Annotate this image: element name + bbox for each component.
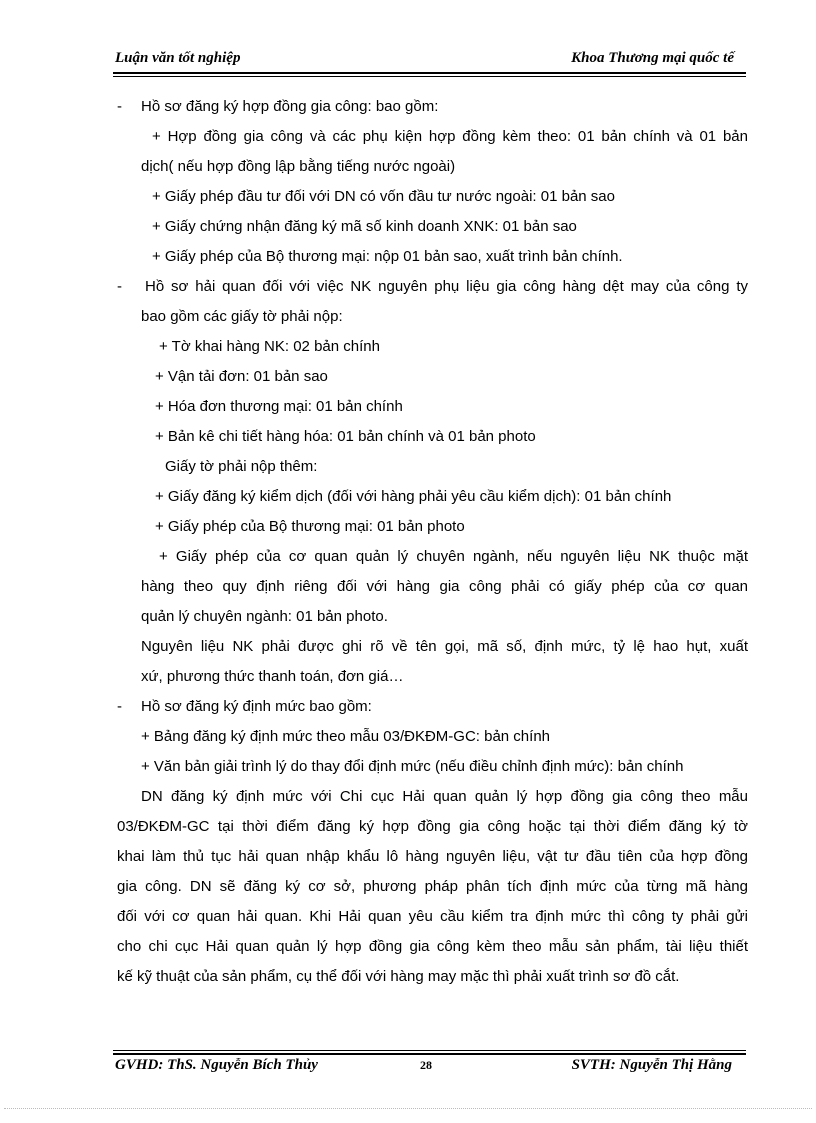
footer-rule — [113, 1053, 746, 1055]
bullet-dash: - — [117, 98, 122, 115]
text-line: đối với cơ quan hải quan. Khi Hải quan yêu cầu kiểm tra định mức thì công ty phải gửi — [117, 908, 748, 925]
text-line: Hồ sơ đăng ký hợp đồng gia công: bao gồm: — [141, 98, 439, 115]
text-line: DN đăng ký định mức với Chi cục Hải quan quản lý hợp đồng gia công theo mẫu — [141, 788, 748, 805]
footer-supervisor: GVHD: ThS. Nguyễn Bích Thủy — [115, 1057, 318, 1073]
page-number: 28 — [420, 1058, 432, 1072]
text-line: + Giấy đăng ký kiểm dịch (đối với hàng phải yêu cầu kiểm dịch): 01 bản chính — [155, 488, 672, 505]
page-edge-dotted-line — [4, 1108, 812, 1109]
bullet-dash: - — [117, 698, 122, 715]
text-line: gia công. DN sẽ đăng ký cơ sở, phương pháp phân tích định mức của từng mã hàng — [117, 878, 748, 895]
text-line: + Hóa đơn thương mại: 01 bản chính — [155, 398, 403, 415]
text-line: khai làm thủ tục hải quan nhập khẩu lô hàng nguyên liệu, vật tư đầu tiên của hợp đồng — [117, 848, 748, 865]
text-line: bao gồm các giấy tờ phải nộp: — [141, 308, 343, 325]
text-line: Hồ sơ hải quan đối với việc NK nguyên phụ liệu gia công hàng dệt may của công ty — [145, 278, 748, 295]
text-line: hàng theo quy định riêng đối với hàng gia công phải có giấy phép của cơ quan — [141, 578, 748, 595]
text-line: + Giấy phép của Bộ thương mại: nộp 01 bản sao, xuất trình bản chính. — [152, 248, 623, 265]
text-line: + Tờ khai hàng NK: 02 bản chính — [159, 338, 380, 355]
header-faculty: Khoa Thương mại quốc tế — [571, 50, 734, 66]
text-line: xứ, phương thức thanh toán, đơn giá… — [141, 668, 404, 685]
text-line: + Giấy phép của cơ quan quản lý chuyên ngành, nếu nguyên liệu NK thuộc mặt — [159, 548, 748, 565]
header-rule — [113, 72, 746, 74]
header-rule-thin — [113, 76, 746, 77]
text-line: dịch( nếu hợp đồng lập bằng tiếng nước ngoài) — [141, 158, 456, 175]
text-line: Giấy tờ phải nộp thêm: — [165, 458, 318, 475]
text-line: + Giấy chứng nhận đăng ký mã số kinh doanh XNK: 01 bản sao — [152, 218, 577, 235]
header-thesis-title: Luận văn tốt nghiệp — [115, 50, 241, 66]
text-line: + Bản kê chi tiết hàng hóa: 01 bản chính và 01 bản photo — [155, 428, 536, 445]
text-line: cho chi cục Hải quan quản lý hợp đồng gia công kèm theo mẫu sản phẩm, tài liệu thiết — [117, 938, 748, 955]
text-line: + Giấy phép đầu tư đối với DN có vốn đầu tư nước ngoài: 01 bản sao — [152, 188, 615, 205]
text-line: + Bảng đăng ký định mức theo mẫu 03/ĐKĐM-GC: bản chính — [141, 728, 551, 745]
text-line: Nguyên liệu NK phải được ghi rõ về tên gọi, mã số, định mức, tỷ lệ hao hụt, xuất — [141, 638, 748, 655]
text-line: quản lý chuyên ngành: 01 bản photo. — [141, 608, 388, 625]
bullet-dash: - — [117, 278, 122, 295]
footer-rule-thin — [113, 1050, 746, 1051]
text-line: 03/ĐKĐM-GC tại thời điểm đăng ký hợp đồng gia công hoặc tại thời điểm đăng ký tờ — [117, 818, 748, 835]
text-line: + Vận tải đơn: 01 bản sao — [155, 368, 328, 385]
text-line: + Hợp đồng gia công và các phụ kiện hợp đồng kèm theo: 01 bản chính và 01 bản — [152, 128, 748, 145]
text-line: + Văn bản giải trình lý do thay đổi định mức (nếu điều chỉnh định mức): bản chính — [141, 758, 684, 775]
footer-student: SVTH: Nguyễn Thị Hằng — [571, 1057, 732, 1073]
text-line: kế kỹ thuật của sản phẩm, cụ thể đối với hàng may mặc thì phải xuất trình sơ đồ cắt. — [117, 968, 680, 985]
text-line: + Giấy phép của Bộ thương mại: 01 bản photo — [155, 518, 465, 535]
text-line: Hồ sơ đăng ký định mức bao gồm: — [141, 698, 372, 715]
